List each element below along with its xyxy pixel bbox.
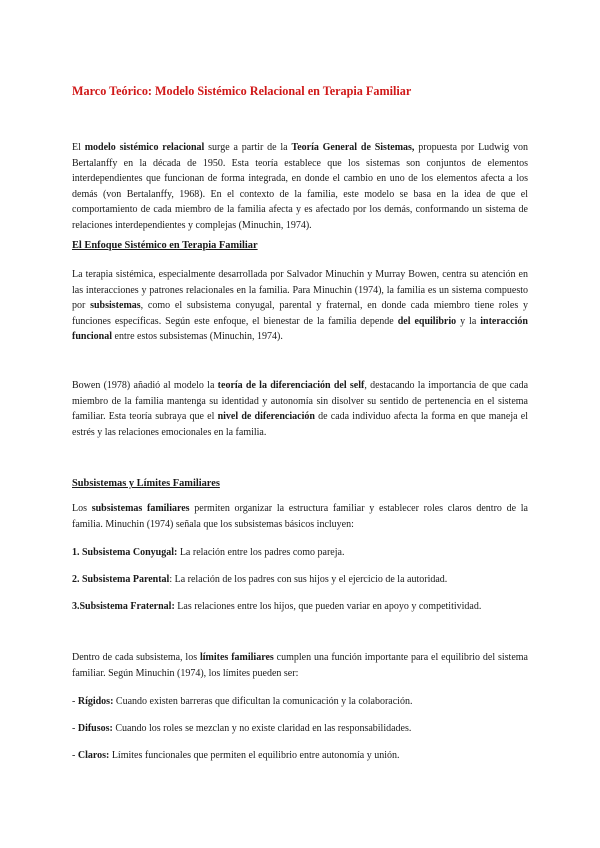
- text-run: entre estos subsistemas (Minuchin, 1974).: [112, 331, 283, 343]
- section-heading-enfoque: El Enfoque Sistémico en Terapia Familiar: [72, 240, 258, 251]
- text-run: La terapia sistémica, especialmente desarrollada por Salvador Minuchin y Murray Bowen, centra su atención en las interacciones y patrones relacionales en la familia. Para Minuchin (1974), la familia es un sistema compuesto por: [72, 269, 528, 312]
- list-item-text: Las relaciones entre los hijos, que pueden variar en apoyo y competitividad.: [174, 601, 482, 612]
- list-item-label: Difusos:: [77, 723, 113, 734]
- text-run: , destacando la importancia de que cada miembro de la familia mantenga su identidad y autonomía sin disolver su sentido de pertenencia en el sistema familiar. Esta teoría subraya que el: [72, 380, 529, 423]
- bold-term: Teoría General de Sistemas,: [291, 142, 415, 153]
- list-item-label: Claros:: [77, 750, 110, 761]
- enfoque-paragraph-1: [72, 267, 528, 345]
- list-item-label: 1. Subsistema Conyugal:: [72, 547, 178, 558]
- list-item-text: Límites funcionales que permiten el equilibrio entre autonomía y unión.: [109, 750, 400, 761]
- bold-term: del equilibrio: [397, 315, 457, 327]
- list-item: [72, 721, 528, 737]
- list-dash: -: [72, 750, 78, 761]
- text-run: permiten organizar la estructura familiar y establecer roles claros dentro de la familia. Minuchin (1974) señala que los subsistemas básicos incluyen:: [72, 503, 528, 530]
- list-item-label: Rígidos:: [77, 696, 114, 707]
- text-run: surge a partir de la: [204, 142, 292, 153]
- list-item: [72, 572, 528, 588]
- list-dash: -: [72, 723, 78, 734]
- enfoque-paragraph-2: [72, 378, 528, 440]
- bold-term: nivel de diferenciación: [217, 411, 315, 423]
- text-run: y la: [456, 315, 481, 327]
- list-item: [72, 545, 528, 561]
- list-item-label: 3.Subsistema Fraternal:: [72, 601, 175, 612]
- page-title: Marco Teórico: Modelo Sistémico Relacional en Terapia Familiar: [72, 84, 412, 98]
- limites-intro: [72, 650, 528, 681]
- bold-term: modelo sistémico relacional: [84, 142, 205, 153]
- list-item: [72, 694, 528, 710]
- text-run: propuesta por Ludwig von Bertalanffy en la década de 1950. Esta teoría establece que los sistemas son conjuntos de elementos interdependientes que funcionan de forma integrada, en donde el cambio en uno de los elementos afecta a los demás (von Bertalanffy, 1968). En el contexto de la familia, este modelo se basa en la idea de que el comportamiento de cada miembro de la familia afecta y es afectado por los demás, conformando un sistema de relaciones interdependientes y complejas (Minuchin, 1974).: [72, 142, 528, 231]
- bold-term: límites familiares: [200, 652, 274, 663]
- bold-term: interacción funcional: [72, 315, 528, 343]
- bold-term: teoría de la diferenciación del self: [217, 380, 365, 391]
- list-dash: -: [72, 696, 78, 707]
- list-item-text: Cuando los roles se mezclan y no existe claridad en las responsabilidades.: [112, 723, 412, 734]
- text-run: Bowen (1978) añadió al modelo la: [72, 380, 218, 391]
- intro-paragraph: [72, 140, 528, 234]
- text-run: El: [72, 142, 85, 153]
- list-item-label: 2. Subsistema Parental: [72, 574, 170, 585]
- list-item-text: Cuando existen barreras que dificultan la comunicación y la colaboración.: [113, 696, 413, 707]
- text-run: Dentro de cada subsistema, los: [72, 652, 200, 663]
- list-item: [72, 748, 528, 764]
- list-item-text: La relación entre los padres como pareja.: [177, 547, 345, 558]
- bold-term: subsistemas familiares: [91, 503, 190, 514]
- section-heading-subsistemas: Subsistemas y Límites Familiares: [72, 478, 220, 489]
- list-item: [72, 599, 528, 615]
- bold-term: subsistemas: [90, 300, 141, 312]
- text-run: de cada individuo afecta la forma en que maneja el estrés y las relaciones emocionales en la familia.: [72, 411, 528, 438]
- text-run: cumplen una función importante para el equilibrio del sistema familiar. Según Minuchin (1974), los límites pueden ser:: [72, 652, 528, 679]
- list-item-text: : La relación de los padres con sus hijos y el ejercicio de la autoridad.: [169, 574, 448, 585]
- text-run: , como el subsistema conyugal, parental y fraternal, en donde cada miembro tiene roles y funciones específicas. Según este enfoque, el bienestar de la familia depende: [72, 300, 528, 327]
- subsistemas-intro: [72, 501, 528, 532]
- text-run: Los: [72, 503, 92, 514]
